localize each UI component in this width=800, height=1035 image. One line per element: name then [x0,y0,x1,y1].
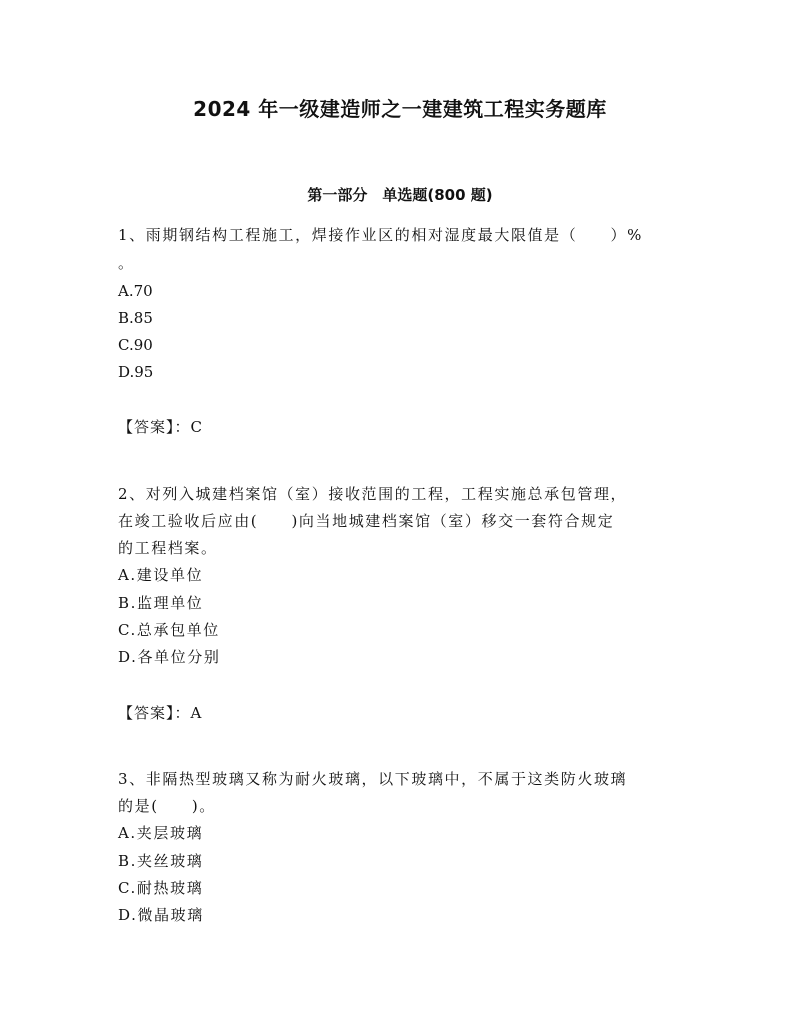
question-2-option-b: B.监理单位 [118,594,204,612]
question-2-stem-line-3: 的工程档案。 [118,539,218,557]
question-2-option-a: A.建设单位 [118,566,204,584]
question-3-option-c: C.耐热玻璃 [118,879,204,897]
question-2-option-c: C.总承包单位 [118,621,220,639]
question-1-answer: 【答案】：C [118,418,203,436]
question-3-stem-line-2: 的是( )。 [118,797,216,815]
question-1-stem-line-2: 。 [118,254,135,272]
section-heading: 第一部分 单选题(800 题) [307,186,493,204]
question-1-option-a: A.70 [118,282,153,300]
document-title: 2024 年一级建造师之一建建筑工程实务题库 [193,97,607,121]
question-3-option-d: D.微晶玻璃 [118,906,204,924]
question-2-answer: 【答案】：A [118,704,203,722]
question-1-option-c: C.90 [118,336,153,354]
question-3-option-a: A.夹层玻璃 [118,824,204,842]
question-2-stem-line-2: 在竣工验收后应由( )向当地城建档案馆（室）移交一套符合规定 [118,512,615,530]
question-1-stem-line-1: 1、雨期钢结构工程施工，焊接作业区的相对湿度最大限值是（ ）% [118,226,643,244]
question-3-stem-line-1: 3、非隔热型玻璃又称为耐火玻璃，以下玻璃中，不属于这类防火玻璃 [118,770,628,788]
question-1-option-b: B.85 [118,309,153,327]
question-2-option-d: D.各单位分别 [118,648,221,666]
question-2-stem-line-1: 2、对列入城建档案馆（室）接收范围的工程，工程实施总承包管理， [118,485,628,503]
question-3-option-b: B.夹丝玻璃 [118,852,204,870]
question-1-option-d: D.95 [118,363,154,381]
